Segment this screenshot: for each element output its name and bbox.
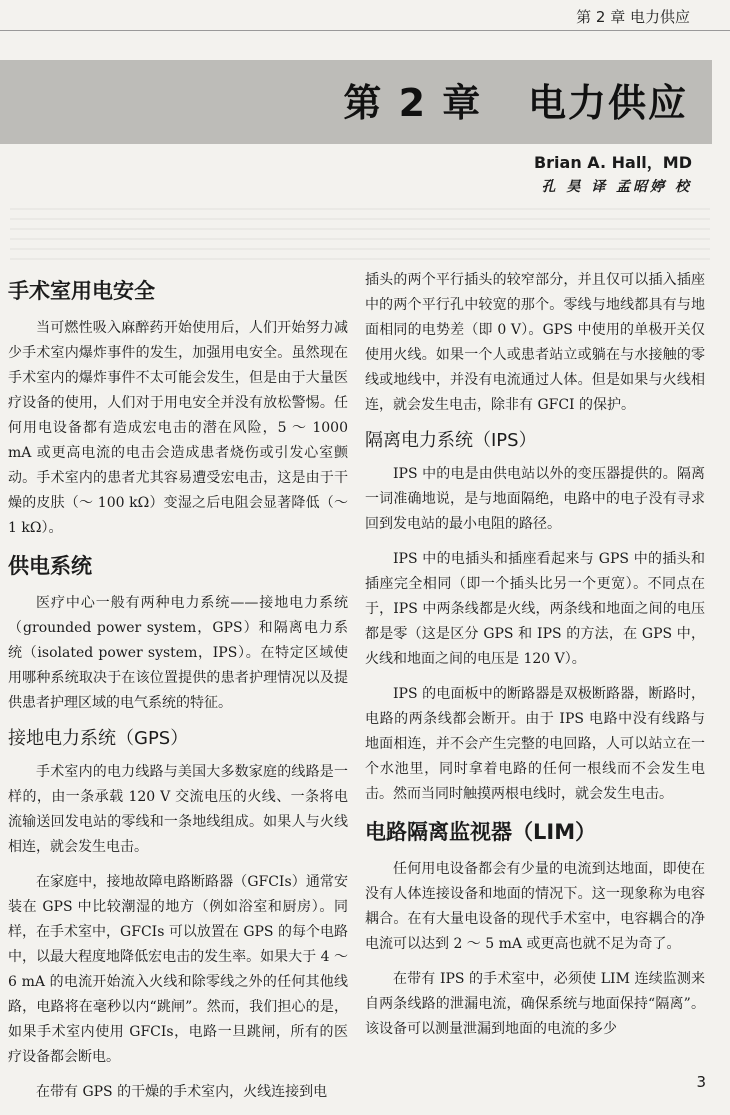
paragraph: 当可燃性吸入麻醉药开始使用后，人们开始努力减少手术室内爆炸事件的发生，加强用电安全。虽然现在手术室内的爆炸事件不太可能会发生，但是由于大量医疗设备的使用，人们对于用电安全并没有放松警惕。任何用电设备都有造成宏电击的潜在风险，5 ～ 1000 mA 或更高电流的电击会造成患者烧伤或引发心室颤动。手术室内的患者尤其容易遭受宏电击，这是由于干燥的皮肤（～ 100 kΩ）变湿之后电阻会显著降低（～ 1 kΩ）。	[8, 320, 348, 536]
chapter-title: 第 2 章 电力供应	[343, 81, 688, 125]
header-rule	[0, 30, 730, 31]
paragraph: 任何用电设备都会有少量的电流到达地面，即使在没有人体连接设备和地面的情况下。这一现象称为电容耦合。在有大量电设备的现代手术室中，电容耦合的净电流可以达到 2 ～ 5 mA 或更高也就不足为奇了。	[365, 861, 705, 952]
paragraph: 在带有 GPS 的干燥的手术室内，火线连接到电	[36, 1084, 328, 1100]
paragraph: 插头的两个平行插头的较窄部分，并且仅可以插入插座中的两个平行孔中较宽的那个。零线与地线都具有与地面相同的电势差（即 0 V）。GPS 中使用的单极开关仅使用火线。如果一个人或患者站立或躺在与水接触的零线或地线中，并没有电流通过人体。但是如果与火线相连，就会发生电击，除非有 GFCI 的保护。	[365, 272, 705, 413]
paragraph: 医疗中心一般有两种电力系统——接地电力系统（grounded power system，GPS）和隔离电力系统（isolated power system，IPS）。在特定区域使用哪种系统取决于在该位置提供的患者护理情况以及提供患者护理区域的电气系统的特征。	[8, 595, 348, 711]
paragraph: 在家庭中，接地故障电路断路器（GFCIs）通常安装在 GPS 中比较潮湿的地方（例如浴室和厨房）。同样，在手术室中，GFCIs 可以放置在 GPS 的每个电路中，以最大程度地降低宏电击的发生率。如果大于 4 ～ 6 mA 的电流开始流入火线和除零线之外的任何其他线路，电路将在毫秒以内“跳闸”。然而，我们担心的是，如果手术室内使用 GFCIs，电路一旦跳闸，所有的医疗设备都会断电。	[8, 874, 348, 1065]
section-heading-safety: 手术室用电安全	[8, 279, 155, 303]
chapter-translators: 孔 昊 译 孟昭婷 校	[541, 179, 692, 195]
paragraph: IPS 中的电插头和插座看起来与 GPS 中的插头和插座完全相同（即一个插头比另一个更宽）。不同点在于，IPS 中两条线都是火线，两条线和地面之间的电压都是零（这是区分 GPS 和 IPS 的方法，在 GPS 中，火线和地面之间的电压是 120 V）。	[365, 551, 705, 667]
running-head: 第 2 章 电力供应	[576, 8, 690, 26]
paragraph: 手术室内的电力线路与美国大多数家庭的线路是一样的，由一条承载 120 V 交流电压的火线、一条将电流输送回发电站的零线和一条地线组成。如果人与火线相连，就会发生电击。	[8, 764, 348, 855]
subsection-heading-gps: 接地电力系统（GPS）	[8, 728, 189, 749]
section-heading-lim: 电路隔离监视器（LIM）	[365, 820, 597, 844]
show-through-texture	[10, 200, 710, 260]
chapter-author: Brian A. Hall，MD	[533, 153, 692, 172]
paragraph: 在带有 IPS 的手术室中，必须使 LIM 连续监测来自两条线路的泄漏电流，确保系统与地面保持“隔离”。该设备可以测量泄漏到地面的电流的多少	[365, 971, 705, 1037]
page-number: 3	[696, 1073, 706, 1091]
paragraph: IPS 中的电是由供电站以外的变压器提供的。隔离一词准确地说，是与地面隔绝，电路中的电子没有寻求回到发电站的最小电阻的路径。	[365, 466, 705, 532]
paragraph: IPS 的电面板中的断路器是双极断路器，断路时，电路的两条线都会断开。由于 IPS 电路中没有线路与地面相连，并不会产生完整的电回路，人可以站立在一个水池里，同时拿着电路的任何一根线而不会发生电击。然而当同时触摸两根电线时，就会发生电击。	[365, 686, 705, 802]
subsection-heading-ips: 隔离电力系统（IPS）	[365, 430, 537, 451]
right-column	[365, 268, 705, 1052]
section-heading-power-systems: 供电系统	[8, 554, 92, 578]
left-column	[8, 268, 348, 1115]
